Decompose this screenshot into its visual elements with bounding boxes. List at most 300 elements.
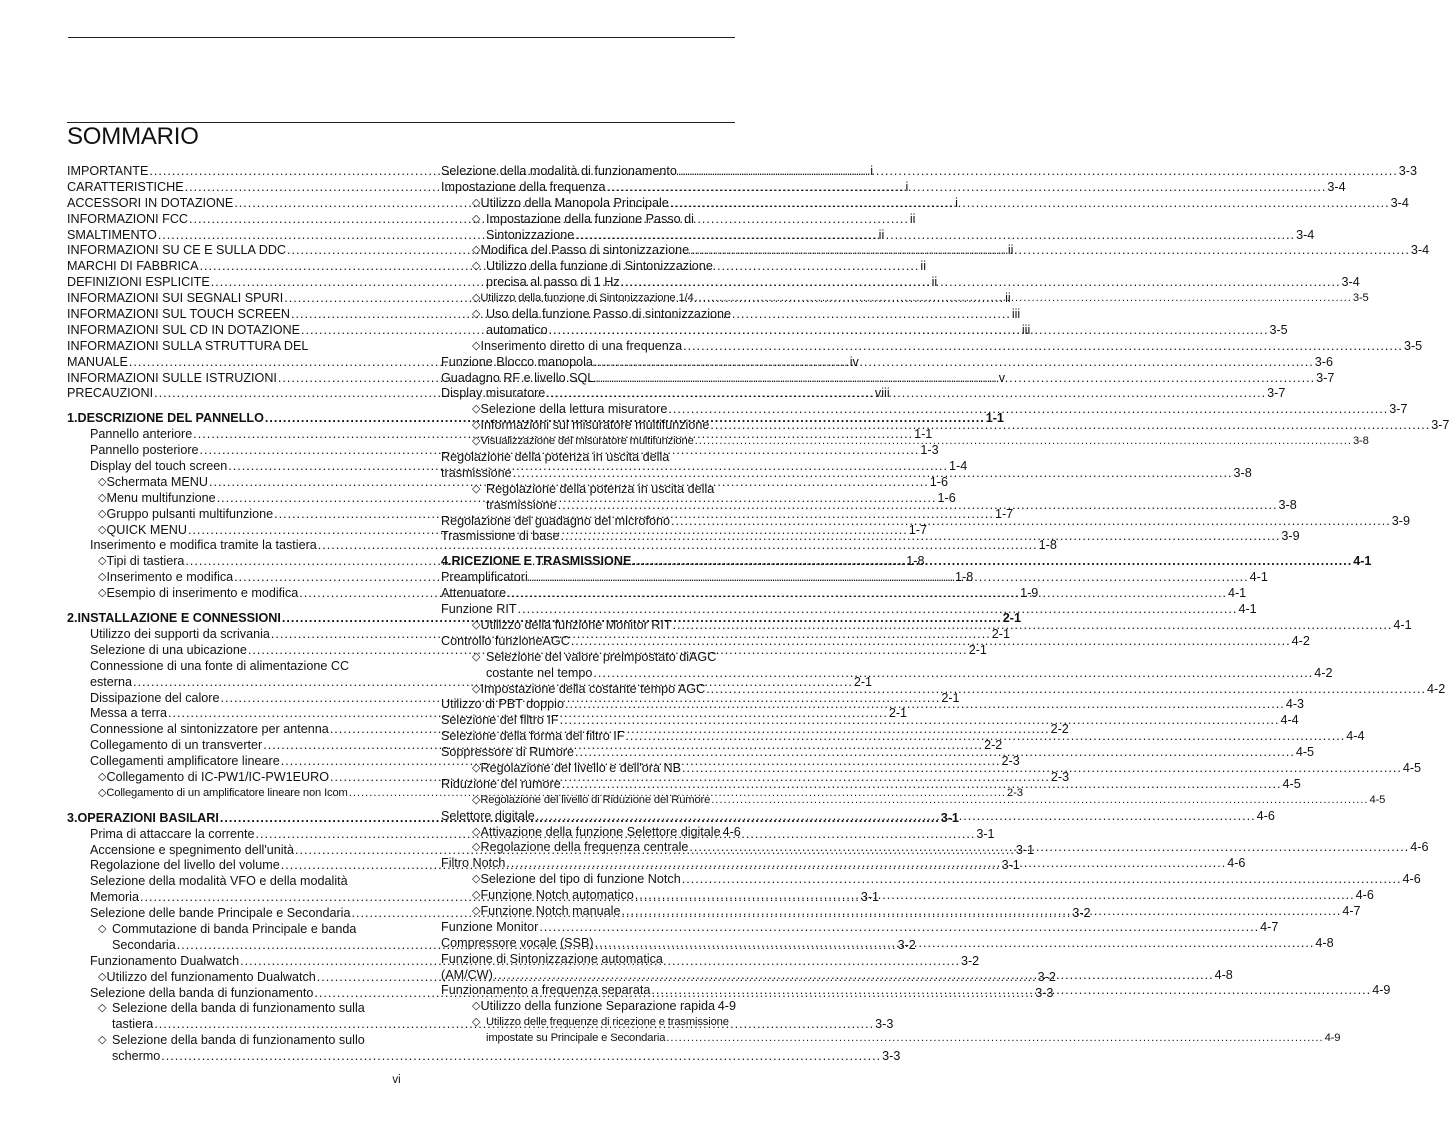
toc-entry-title: Regolazione del livello e dell'ora NB [480,760,681,775]
toc-page-ref: 2-3 [1007,786,1023,799]
toc-page-ref: 4-1 [1353,554,1372,569]
toc-bullet-entry[interactable] [441,872,1421,888]
toc-page-ref: 3-4 [1410,243,1430,258]
toc-section-number: 1. [67,411,78,426]
toc-page-ref: 3-8 [1278,497,1297,512]
toc-page-ref: 4-6 [1402,872,1421,887]
toc-entry-title: Selezione della lettura misuratore [480,402,668,417]
toc-entry-title: Guadagno RF e livello SQL [441,370,595,385]
toc-entry-title: Inserimento e modifica tramite la tastiera [90,538,317,553]
toc-entry-title: Collegamento di IC-PW1/IC-PW1EURO [106,769,330,784]
toc-entry[interactable] [441,919,1279,936]
diamond-bullet-icon: ◇ [98,786,107,799]
toc-page-ref: 4-2 [1291,633,1310,648]
toc-entry-title: Menu multifunzione [106,490,216,505]
toc-leader-dots [594,355,1314,371]
toc-entry-title: Utilizzo della funzione di Sintonizzazione [486,259,713,274]
toc-entry-title: Selezione della modalità di funzionamento [441,164,677,178]
diamond-bullet-icon: ◇ [98,1034,107,1047]
toc-page-ref: 3-9 [1281,529,1300,544]
toc-page-ref: 3-7 [1316,370,1335,385]
toc-page-ref: 1-7 [994,506,1014,521]
toc-entry-title: Trasmissione di base [441,529,560,544]
toc-entry-title: Attivazione della funzione Selettore digitale [480,824,721,839]
toc-page-ref: 3-1 [1015,842,1035,857]
toc-leader-dots [682,761,1402,777]
toc-entry-title: Commutazione di banda Principale e banda [112,921,357,936]
toc-entry-title: Utilizzo dei supporti da scrivania [90,626,270,641]
toc-entry-title: Compressore vocale (SSB) [441,935,594,950]
toc-page-ref: 4-5 [1369,793,1386,806]
toc-entry-title: Controllo funzioneAGC [441,633,570,648]
toc-entry-title: Utilizzo delle frequenze di ricezione e trasmissione [486,1016,729,1029]
toc-bullet-entry[interactable] [441,999,736,1015]
diamond-bullet-icon: ◇ [472,244,481,257]
toc-entry-title: Utilizzo della funzione Separazione rapida [480,999,715,1014]
diamond-bullet-icon: ◇ [98,523,107,536]
toc-entry-title: Selettore digitale [441,808,535,823]
toc-entry-title: Collegamenti amplificatore lineare [90,754,280,769]
diamond-bullet-icon: ◇ [472,650,481,663]
diamond-bullet-icon: ◇ [98,555,107,568]
toc-entry-title: impostate su Principale e Secondaria [486,1032,666,1045]
toc-leader-dots [621,275,1341,291]
toc-entry-title: trasmissione [441,465,512,480]
toc-entry-title: Utilizzo di PBT doppio [441,697,564,712]
toc-page-ref: 3-9 [1391,513,1410,528]
toc-page-ref: 3-3 [1398,164,1417,178]
diamond-bullet-icon: ◇ [472,292,481,305]
toc-page-ref: ii [931,275,938,290]
toc-page-ref: i [870,164,874,178]
toc-page-ref: i [955,195,958,210]
diamond-bullet-icon: ◇ [472,419,481,432]
toc-entry-title: Filtro Notch [441,856,506,871]
toc-bullet-entry[interactable] [67,1033,385,1049]
toc-page-ref: 4-8 [1315,935,1334,950]
toc-entry-title: INFORMAZIONI FCC [67,211,189,226]
toc-section-number: 3. [67,810,78,825]
toc-entry[interactable] [67,339,385,355]
toc-leader-dots [635,888,1355,904]
toc-leader-dots [593,666,1313,682]
toc-entry-title: Memoria [90,890,139,905]
toc-leader-dots [651,983,1371,999]
toc-leader-dots [494,968,1214,984]
toc-leader-dots [673,618,1393,634]
toc-page-ref: 3-2 [1072,906,1091,921]
toc-page-ref: 3-4 [1341,275,1360,290]
toc-bullet-entry[interactable] [441,402,1408,418]
toc-leader-dots [558,498,1278,514]
toc-page-ref: 1-6 [929,474,948,489]
toc-page-ref: 3-1 [940,810,959,825]
toc-entry-title: Regolazione del livello di Riduzione del Rumore [480,793,711,806]
toc-page-ref: 3-2 [897,937,916,952]
toc-page-ref: ii [920,259,927,274]
toc-entry-title: Selezione della modalità VFO e della modalità [90,874,348,889]
toc-entry-title: Riduzione del rumore [441,776,561,791]
toc-page-ref: 2-1 [1002,611,1021,626]
toc-page-ref: ii [909,211,916,226]
toc-bullet-entry[interactable] [441,793,1386,809]
toc-leader-dots [529,570,1249,586]
diamond-bullet-icon: ◇ [472,196,481,209]
toc-page-ref: 3-1 [976,826,995,841]
toc-entry-title: INSTALLAZIONE E CONNESSIONI [77,611,281,626]
toc-entry-title: INFORMAZIONI SUI SEGNALI SPURI [67,291,284,306]
toc-page-ref: 2-2 [984,738,1003,753]
toc-entry-title: Impostazione della costante tempo AGC [480,681,706,696]
diamond-bullet-icon: ◇ [472,1000,481,1013]
toc-page-ref: ii [1007,243,1014,258]
toc-bullet-entry[interactable] [441,259,736,275]
toc-entry-title: Schermata MENU [106,474,208,489]
toc-page-ref: 4-6 [1355,888,1374,903]
toc-page-ref: viii [874,386,890,401]
toc-entry-title: INFORMAZIONI SULLE ISTRUZIONI [67,370,277,385]
toc-entry-title: Gruppo pulsanti multifunzione [106,506,274,521]
toc-leader-dots [571,634,1291,650]
toc-leader-dots [507,586,1227,602]
top-rule [68,37,735,38]
toc-entry-title: Esempio di inserimento e modifica [106,586,299,601]
toc-entry-title: esterna [90,674,133,689]
toc-entry-title: INFORMAZIONI SU CE E SULLA DDC [67,243,287,258]
toc-page-ref: 3-3 [882,1049,901,1064]
toc-page-ref: 4-3 [1285,697,1305,712]
toc-entry[interactable] [441,164,1417,180]
toc-bullet-entry[interactable] [441,307,736,323]
diamond-bullet-icon: ◇ [98,1002,107,1015]
toc-entry-title: Pannello anteriore [90,427,193,442]
toc-entry[interactable] [67,874,385,890]
toc-page-ref: 4-1 [1238,602,1257,617]
toc-entry-title: Selezione di una ubicazione [90,642,247,657]
toc-page-ref: 2-1 [853,674,873,689]
diamond-bullet-icon: ◇ [472,212,481,225]
toc-page-ref: 3-2 [1037,969,1056,984]
toc-leader-dots [706,682,1426,698]
diamond-bullet-icon: ◇ [472,793,481,806]
diamond-bullet-icon: ◇ [472,1016,481,1029]
toc-entry-title: DEFINIZIONI ESPLICITE [67,275,210,290]
toc-entry-title: Selezione della banda di funzionamento [90,985,314,1000]
toc-page-ref: 2-2 [1050,722,1069,737]
toc-page-ref: i [905,179,909,194]
diamond-bullet-icon: ◇ [472,260,481,273]
toc-entry[interactable] [441,370,1335,387]
toc-entry-title: Utilizzo della funzione Monitor RIT [480,617,672,632]
diamond-bullet-icon: ◇ [472,435,481,448]
toc-leader-dots [666,1031,1323,1047]
toc-entry-title: Pannello posteriore [90,443,199,458]
toc-page-ref: 4-1 [1227,586,1247,601]
toc-page-ref: 1-8 [906,554,925,569]
toc-leader-dots [595,936,1315,952]
toc-entry-title: costante nel tempo [486,665,593,680]
toc-bullet-entry[interactable] [67,922,385,938]
toc-page-ref: 4-2 [1314,665,1333,680]
toc-leader-dots [716,999,717,1015]
toc-entry[interactable] [441,602,1257,618]
toc-leader-dots [625,729,1345,745]
diamond-bullet-icon: ◇ [472,889,481,902]
toc-entry-title: Attenuatore [441,586,507,601]
toc-entry-title: Visualizzazione del misuratore multifunzione [480,435,694,448]
toc-entry-title: (AM/CW) [441,967,493,982]
toc-page-ref: 3-8 [1233,465,1252,480]
toc-page-ref: 1-7 [908,522,927,537]
toc-page-ref: v [998,370,1006,385]
toc-entry-title: precisa al passo di 1 Hz [486,275,620,290]
toc-entry-title: Selezione della banda di funzionamento sulla [112,1001,365,1016]
toc-entry-title: PRECAUZIONI [67,386,154,401]
toc-entry-title: Regolazione della potenza in uscita della [441,450,670,465]
toc-page-ref: 3-4 [1327,179,1346,194]
toc-entry-title: Prima di attaccare la corrente [90,826,255,841]
toc-entry-title: RICEZIONE E TRASMISSIONE [451,554,632,569]
toc-leader-dots [678,164,1398,180]
toc-entry-title: Utilizzo della Manopola Principale [480,195,669,210]
toc-leader-dots [607,180,1327,196]
toc-entry-title: Messa a terra [90,706,167,721]
toc-entry-title: Utilizzo della funzione di Sintonizzazione 1/4 [480,292,694,305]
toc-page-ref: 1-1 [985,411,1004,426]
toc-entry[interactable] [441,179,1346,196]
toc-page-ref: 4-6 [1410,840,1429,855]
toc-entry-title: Regolazione del livello del volume [90,858,280,873]
toc-entry-title: INFORMAZIONI SUL CD IN DOTAZIONE [67,322,300,337]
diamond-bullet-icon: ◇ [472,825,481,838]
toc-page-ref: 3-2 [960,953,980,968]
toc-entry-title: Accensione e spegnimento dell'unità [90,842,295,857]
toc-leader-dots [562,777,1282,793]
diamond-bullet-icon: ◇ [98,475,107,488]
toc-entry-title: Dissipazione del calore [90,690,220,705]
toc-page-ref: 3-7 [1389,402,1408,417]
toc-entry[interactable] [67,659,385,675]
toc-page-ref: iii [1021,322,1031,337]
toc-entry-title: trasmissione [486,497,557,512]
toc-page-ref: 4-4 [1280,713,1299,728]
toc-entry[interactable] [67,538,1057,554]
toc-leader-dots [695,434,1352,450]
toc-entry-title: DESCRIZIONE DEL PANNELLO [77,411,264,426]
toc-page-ref: 2-1 [968,642,987,657]
toc-page-ref: 2-1 [941,690,960,705]
diamond-bullet-icon: ◇ [472,761,481,774]
toc-entry-title: Funzione RIT [441,602,517,617]
toc-page-ref: 1-8 [955,570,974,585]
toc-page-ref: 4-1 [1393,617,1412,632]
toc-entry-title: Uso della funzione Passo di sintonizzazione [486,307,732,322]
toc-page-ref: 2-1 [991,626,1010,641]
toc-entry-title: Selezione del filtro IF [441,713,559,728]
toc-entry-title: Selezione delle bande Principale e Secondaria [90,906,351,921]
toc-entry-title: Selezione della banda di funzionamento sullo [112,1033,365,1048]
toc-page-ref: 3-6 [1314,354,1333,369]
toc-entry-title: Funzionamento a frequenza separata [441,983,651,998]
toc-leader-dots [682,872,1402,888]
toc-page-ref: 4-4 [1346,729,1365,744]
toc-entry-title: Display misuratore [441,386,546,401]
toc-page-ref: 4-5 [1295,745,1315,760]
toc-leader-dots [565,697,1285,713]
toc-entry-title: Connessione di una fonte di alimentazione CC [90,658,350,673]
toc-leader-dots [711,793,1368,809]
toc-page-ref: 4-5 [1282,776,1301,791]
toc-page-ref: 4-6 [1227,856,1246,871]
toc-entry-title: Impostazione della frequenza [441,179,606,194]
toc-page-ref: 4-7 [1260,919,1279,934]
diamond-bullet-icon: ◇ [98,587,107,600]
page-title: SOMMARIO [67,122,735,150]
toc-entry-title: Collegamento di un transverter [90,738,263,753]
toc-entry[interactable] [67,1049,901,1065]
toc-entry-title: Soppressore di Rumore [441,745,574,760]
toc-page-ref: 3-5 [1403,338,1423,353]
toc-entry-title: Preamplificatori [441,570,528,585]
toc-leader-dots [549,323,1269,339]
toc-leader-dots [575,228,1295,244]
toc-entry[interactable] [441,1031,1341,1047]
toc-page-ref: 4-6 [722,824,741,839]
toc-entry-title: automatico [486,322,548,337]
toc-page-ref: 3-3 [875,1017,894,1032]
toc-entry-title: schermo [112,1049,161,1064]
toc-entry-title: Collegamento di un amplificatore lineare non Icom [106,786,348,799]
toc-entry-title: INFORMAZIONI SULLA STRUTTURA DEL [67,338,309,353]
toc-entry-title: Informazioni sul misuratore multifunzione [480,418,710,433]
diamond-bullet-icon: ◇ [472,618,481,631]
toc-leader-dots [689,840,1409,856]
toc-entry-title: OPERAZIONI BASILARI [77,810,219,825]
toc-entry-title: Funzione Notch automatico [480,888,634,903]
toc-entry-title: Selezione della forma del filtro IF [441,729,625,744]
toc-entry-title: Regolazione della potenza in uscita della [486,481,715,496]
diamond-bullet-icon: ◇ [98,571,107,584]
toc-page-ref: 1-3 [920,443,939,458]
toc-entry[interactable] [441,450,736,466]
page-number: vi [392,1074,401,1086]
toc-leader-dots [546,386,1266,402]
toc-leader-dots [670,196,1390,212]
toc-leader-dots [536,809,1256,825]
toc-entry-title: MANUALE [67,354,128,369]
toc-entry-title: Funzione Blocco manopola [441,354,593,369]
toc-entry-title: ACCESSORI IN DOTAZIONE [67,195,234,210]
toc-bullet-entry[interactable] [441,1015,736,1031]
toc-leader-dots [513,466,1233,482]
toc-page-ref: 3-7 [1431,418,1449,433]
toc-entry-title: QUICK MENU [106,522,187,537]
toc-entry-title: Tipi di tastiera [106,554,185,569]
diamond-bullet-icon: ◇ [472,403,481,416]
toc-page-ref: 1-1 [914,427,933,442]
diamond-bullet-icon: ◇ [472,841,481,854]
toc-bullet-entry[interactable] [441,212,736,228]
toc-bullet-entry[interactable] [441,195,1409,212]
toc-entry-title: CARATTERISTICHE [67,179,184,194]
toc-page-ref: 3-7 [1267,386,1286,401]
toc-leader-dots [710,418,1430,434]
toc-entry[interactable] [441,952,736,968]
toc-leader-dots [539,920,1259,936]
toc-leader-dots [561,529,1281,545]
toc-entry-title: MARCHI DI FABBRICA [67,259,199,274]
toc-entry-title: Regolazione del guadagno del microfono [441,513,670,528]
toc-entry-title: Inserimento diretto di una frequenza [480,338,683,353]
toc-page-ref: iv [849,354,859,369]
toc-entry-title: Funzione Monitor [441,919,539,934]
toc-page-ref: ii [1005,291,1011,306]
toc-bullet-entry[interactable] [441,824,741,841]
toc-entry-title: Display del touch screen [90,459,228,474]
toc-entry-title: Funzione di Sintonizzazione automatica [441,951,663,966]
diamond-bullet-icon: ◇ [472,482,481,495]
toc-leader-dots [621,904,1341,920]
diamond-bullet-icon: ◇ [98,507,107,520]
toc-leader-dots [683,339,1403,355]
toc-bullet-entry[interactable] [441,482,736,498]
toc-leader-dots [690,243,1410,259]
toc-bullet-entry[interactable] [67,1001,385,1017]
toc-entry-title: tastiera [112,1017,154,1032]
toc-leader-dots [506,856,1226,872]
toc-bullet-entry[interactable] [441,338,1423,355]
toc-entry-title: Funzionamento Dualwatch [90,953,240,968]
toc-entry-title: Selezione del valore preimpostato diAGC [486,649,717,664]
toc-page-ref: 3-1 [860,890,880,905]
diamond-bullet-icon: ◇ [472,873,481,886]
toc-page-ref: 3-1 [1001,858,1020,873]
toc-section-number: 4. [441,554,452,569]
diamond-bullet-icon: ◇ [472,904,481,917]
toc-page-ref: 4-9 [717,999,736,1014]
toc-page-ref: 4-2 [1427,681,1446,696]
toc-page-ref: 1-4 [949,459,968,474]
diamond-bullet-icon: ◇ [472,308,481,321]
toc-page-ref: 1-9 [1020,586,1039,601]
toc-page-ref: 4-9 [1372,983,1391,998]
toc-entry-title: Funzione Notch manuale [480,903,621,918]
toc-page-ref: 4-9 [1324,1032,1341,1045]
toc-leader-dots [595,371,1315,387]
toc-entry-title: Sintonizzazione [486,227,575,242]
toc-page-ref: 3-4 [1390,195,1409,210]
diamond-bullet-icon: ◇ [472,682,481,695]
toc-page-ref: 4-5 [1402,760,1422,775]
toc-page-ref: iii [1011,307,1021,322]
toc-leader-dots [575,745,1295,761]
toc-leader-dots [161,1049,881,1065]
toc-page-ref: 2-1 [888,706,908,721]
toc-section-number: 2. [67,611,78,626]
toc-page-ref: 1-8 [1038,538,1057,553]
toc-entry-title: Connessione al sintonizzatore per antenna [90,722,329,737]
toc-entry-title: Modifica del Passo di sintonizzazione [480,243,690,258]
toc-page-ref: 4-1 [1249,570,1268,585]
toc-page-ref: 3-8 [1352,435,1369,448]
toc-page-ref: 4-7 [1342,903,1361,918]
toc-entry-title: Selezione del tipo di funzione Notch [480,872,681,887]
toc-entry-title: SMALTIMENTO [67,227,157,242]
toc-bullet-entry[interactable] [441,650,736,666]
diamond-bullet-icon: ◇ [98,922,107,935]
toc-page-ref: 3-5 [1269,322,1288,337]
diamond-bullet-icon: ◇ [98,491,107,504]
